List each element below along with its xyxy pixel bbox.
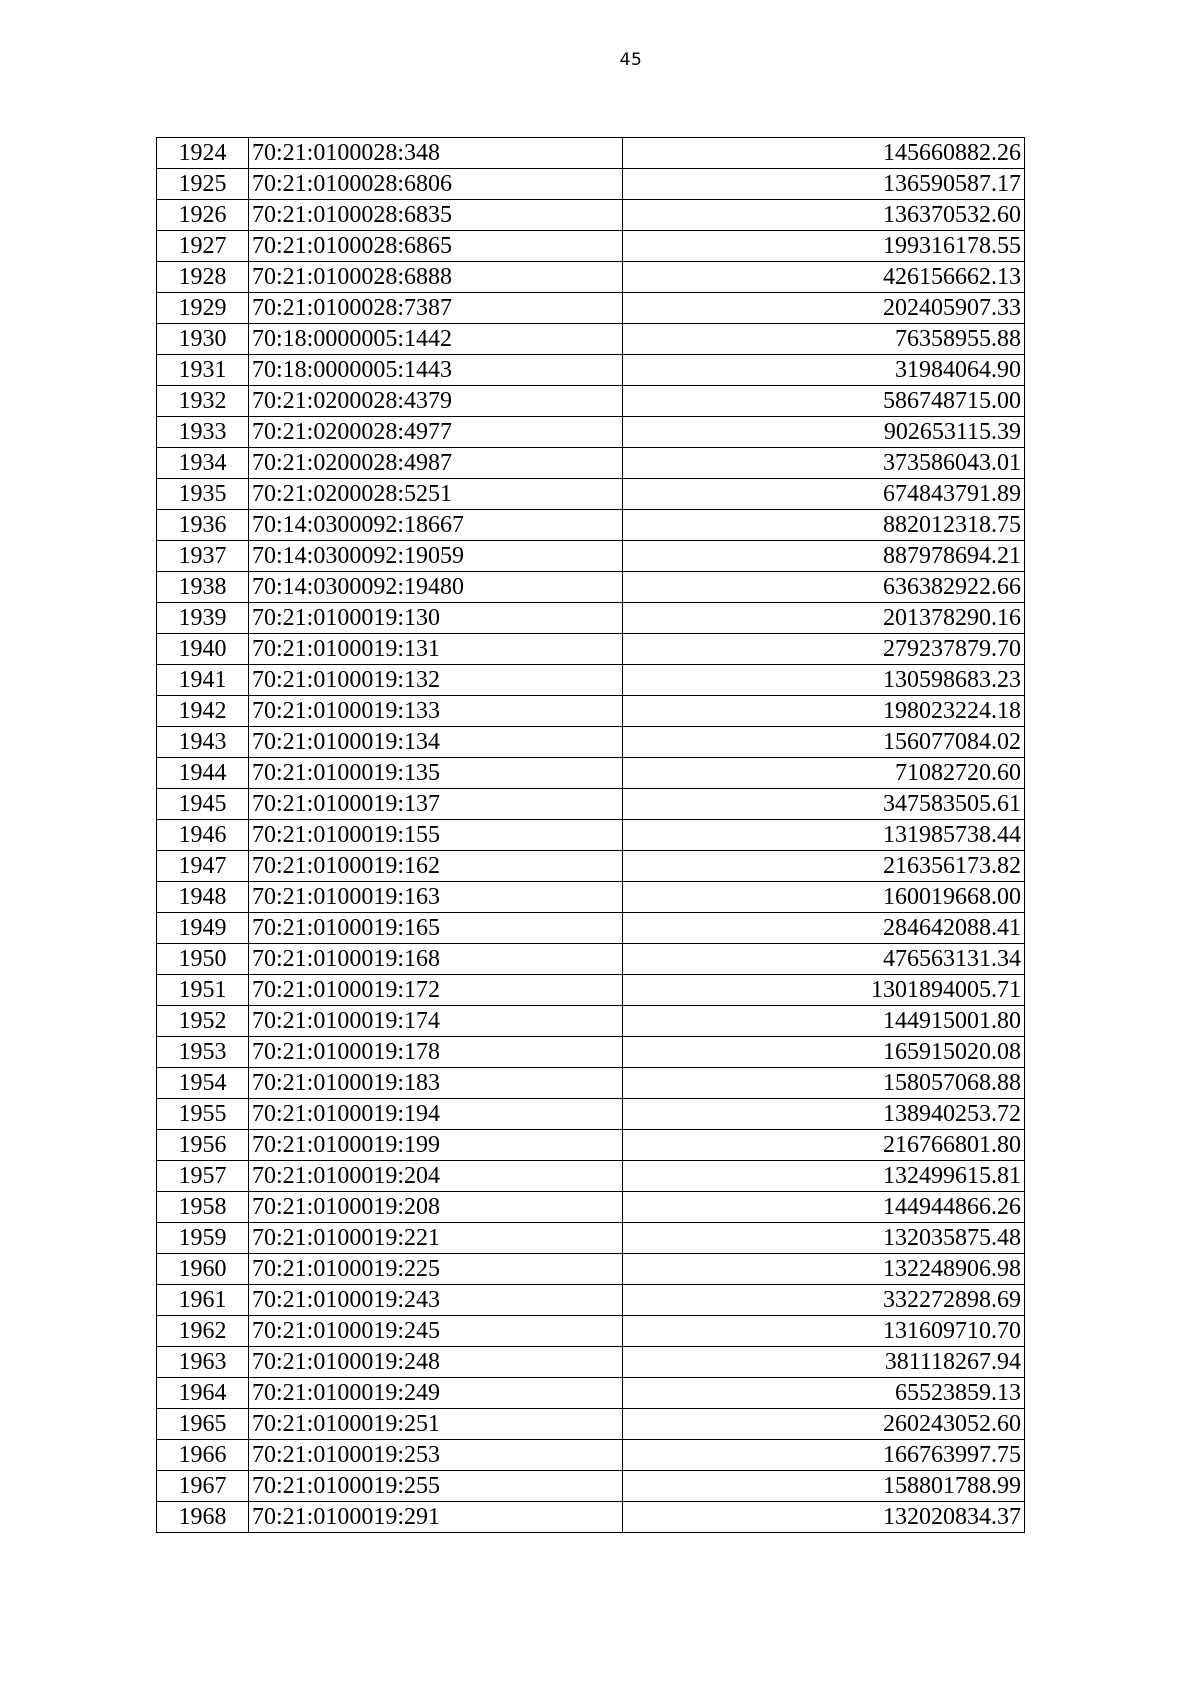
table-row — [157, 1130, 1025, 1161]
value-cell: 144915001.80 — [623, 1006, 1025, 1037]
cadastral-number-cell: 70:21:0100019:165 — [249, 913, 623, 944]
cadastral-number-cell: 70:21:0100019:208 — [249, 1192, 623, 1223]
registry-table — [156, 137, 1025, 1533]
row-number-cell: 1933 — [157, 417, 249, 448]
cadastral-number-cell: 70:21:0100019:245 — [249, 1316, 623, 1347]
value-cell: 132035875.48 — [623, 1223, 1025, 1254]
value-cell: 144944866.26 — [623, 1192, 1025, 1223]
row-number-cell: 1944 — [157, 758, 249, 789]
cadastral-number-cell: 70:21:0100019:253 — [249, 1440, 623, 1471]
cadastral-number-cell: 70:21:0100019:251 — [249, 1409, 623, 1440]
row-number-cell: 1936 — [157, 510, 249, 541]
value-cell: 198023224.18 — [623, 696, 1025, 727]
cadastral-number-cell: 70:21:0100019:133 — [249, 696, 623, 727]
value-cell: 373586043.01 — [623, 448, 1025, 479]
value-cell: 199316178.55 — [623, 231, 1025, 262]
value-cell: 130598683.23 — [623, 665, 1025, 696]
cadastral-number-cell: 70:21:0100019:204 — [249, 1161, 623, 1192]
value-cell: 65523859.13 — [623, 1378, 1025, 1409]
value-cell: 132020834.37 — [623, 1502, 1025, 1533]
value-cell: 201378290.16 — [623, 603, 1025, 634]
cadastral-number-cell: 70:18:0000005:1443 — [249, 355, 623, 386]
cadastral-number-cell: 70:21:0100019:255 — [249, 1471, 623, 1502]
row-number-cell: 1967 — [157, 1471, 249, 1502]
row-number-cell: 1932 — [157, 386, 249, 417]
value-cell: 260243052.60 — [623, 1409, 1025, 1440]
cadastral-number-cell: 70:14:0300092:19059 — [249, 541, 623, 572]
value-cell: 674843791.89 — [623, 479, 1025, 510]
table-row — [157, 138, 1025, 169]
row-number-cell: 1927 — [157, 231, 249, 262]
value-cell: 71082720.60 — [623, 758, 1025, 789]
table-row — [157, 1192, 1025, 1223]
cadastral-number-cell: 70:21:0100019:131 — [249, 634, 623, 665]
row-number-cell: 1960 — [157, 1254, 249, 1285]
row-number-cell: 1935 — [157, 479, 249, 510]
row-number-cell: 1950 — [157, 944, 249, 975]
value-cell: 31984064.90 — [623, 355, 1025, 386]
table-row — [157, 882, 1025, 913]
row-number-cell: 1949 — [157, 913, 249, 944]
table-row — [157, 293, 1025, 324]
value-cell: 158801788.99 — [623, 1471, 1025, 1502]
cadastral-number-cell: 70:21:0100019:291 — [249, 1502, 623, 1533]
cadastral-number-cell: 70:21:0100019:249 — [249, 1378, 623, 1409]
value-cell: 347583505.61 — [623, 789, 1025, 820]
row-number-cell: 1930 — [157, 324, 249, 355]
cadastral-number-cell: 70:21:0100019:162 — [249, 851, 623, 882]
cadastral-number-cell: 70:21:0100019:168 — [249, 944, 623, 975]
value-cell: 138940253.72 — [623, 1099, 1025, 1130]
row-number-cell: 1937 — [157, 541, 249, 572]
table-row — [157, 727, 1025, 758]
value-cell: 902653115.39 — [623, 417, 1025, 448]
table-row — [157, 479, 1025, 510]
row-number-cell: 1956 — [157, 1130, 249, 1161]
value-cell: 160019668.00 — [623, 882, 1025, 913]
cadastral-number-cell: 70:21:0100019:221 — [249, 1223, 623, 1254]
value-cell: 279237879.70 — [623, 634, 1025, 665]
value-cell: 476563131.34 — [623, 944, 1025, 975]
table-row — [157, 603, 1025, 634]
cadastral-number-cell: 70:21:0100019:137 — [249, 789, 623, 820]
cadastral-number-cell: 70:21:0100019:243 — [249, 1285, 623, 1316]
value-cell: 636382922.66 — [623, 572, 1025, 603]
value-cell: 131985738.44 — [623, 820, 1025, 851]
cadastral-number-cell: 70:21:0100019:248 — [249, 1347, 623, 1378]
row-number-cell: 1965 — [157, 1409, 249, 1440]
table-row — [157, 944, 1025, 975]
value-cell: 216356173.82 — [623, 851, 1025, 882]
value-cell: 882012318.75 — [623, 510, 1025, 541]
table-row — [157, 913, 1025, 944]
cadastral-number-cell: 70:21:0100028:6865 — [249, 231, 623, 262]
value-cell: 136590587.17 — [623, 169, 1025, 200]
table-row — [157, 1285, 1025, 1316]
table-row — [157, 696, 1025, 727]
table-row — [157, 1502, 1025, 1533]
row-number-cell: 1968 — [157, 1502, 249, 1533]
value-cell: 136370532.60 — [623, 200, 1025, 231]
table-row — [157, 262, 1025, 293]
value-cell: 887978694.21 — [623, 541, 1025, 572]
row-number-cell: 1955 — [157, 1099, 249, 1130]
row-number-cell: 1966 — [157, 1440, 249, 1471]
table-row — [157, 1316, 1025, 1347]
value-cell: 426156662.13 — [623, 262, 1025, 293]
row-number-cell: 1962 — [157, 1316, 249, 1347]
row-number-cell: 1931 — [157, 355, 249, 386]
value-cell: 216766801.80 — [623, 1130, 1025, 1161]
table-row — [157, 789, 1025, 820]
row-number-cell: 1940 — [157, 634, 249, 665]
value-cell: 1301894005.71 — [623, 975, 1025, 1006]
table-row — [157, 1161, 1025, 1192]
table-row — [157, 231, 1025, 262]
cadastral-number-cell: 70:21:0100019:172 — [249, 975, 623, 1006]
value-cell: 586748715.00 — [623, 386, 1025, 417]
cadastral-number-cell: 70:21:0100028:7387 — [249, 293, 623, 324]
table-row — [157, 386, 1025, 417]
value-cell: 158057068.88 — [623, 1068, 1025, 1099]
table-row — [157, 634, 1025, 665]
cadastral-number-cell: 70:14:0300092:18667 — [249, 510, 623, 541]
cadastral-number-cell: 70:21:0100019:183 — [249, 1068, 623, 1099]
table-row — [157, 1099, 1025, 1130]
value-cell: 132499615.81 — [623, 1161, 1025, 1192]
row-number-cell: 1951 — [157, 975, 249, 1006]
cadastral-number-cell: 70:21:0200028:5251 — [249, 479, 623, 510]
table-row — [157, 665, 1025, 696]
cadastral-number-cell: 70:21:0100019:178 — [249, 1037, 623, 1068]
cadastral-number-cell: 70:21:0100019:163 — [249, 882, 623, 913]
row-number-cell: 1948 — [157, 882, 249, 913]
value-cell: 332272898.69 — [623, 1285, 1025, 1316]
row-number-cell: 1943 — [157, 727, 249, 758]
table-row — [157, 975, 1025, 1006]
row-number-cell: 1959 — [157, 1223, 249, 1254]
registry-table-body — [157, 138, 1025, 1533]
cadastral-number-cell: 70:18:0000005:1442 — [249, 324, 623, 355]
row-number-cell: 1939 — [157, 603, 249, 634]
row-number-cell: 1964 — [157, 1378, 249, 1409]
value-cell: 145660882.26 — [623, 138, 1025, 169]
table-row — [157, 169, 1025, 200]
cadastral-number-cell: 70:21:0100019:174 — [249, 1006, 623, 1037]
table-row — [157, 1378, 1025, 1409]
row-number-cell: 1941 — [157, 665, 249, 696]
table-row — [157, 820, 1025, 851]
value-cell: 381118267.94 — [623, 1347, 1025, 1378]
table-row — [157, 200, 1025, 231]
table-row — [157, 1037, 1025, 1068]
table-row — [157, 572, 1025, 603]
value-cell: 202405907.33 — [623, 293, 1025, 324]
row-number-cell: 1953 — [157, 1037, 249, 1068]
table-row — [157, 1223, 1025, 1254]
row-number-cell: 1938 — [157, 572, 249, 603]
table-row — [157, 448, 1025, 479]
row-number-cell: 1928 — [157, 262, 249, 293]
row-number-cell: 1945 — [157, 789, 249, 820]
table-row — [157, 510, 1025, 541]
cadastral-number-cell: 70:21:0200028:4987 — [249, 448, 623, 479]
table-row — [157, 1254, 1025, 1285]
table-row — [157, 1347, 1025, 1378]
value-cell: 131609710.70 — [623, 1316, 1025, 1347]
row-number-cell: 1924 — [157, 138, 249, 169]
cadastral-number-cell: 70:21:0200028:4379 — [249, 386, 623, 417]
cadastral-number-cell: 70:21:0100028:6888 — [249, 262, 623, 293]
table-row — [157, 1440, 1025, 1471]
cadastral-number-cell: 70:21:0100028:6806 — [249, 169, 623, 200]
row-number-cell: 1958 — [157, 1192, 249, 1223]
table-row — [157, 1068, 1025, 1099]
cadastral-number-cell: 70:21:0100019:199 — [249, 1130, 623, 1161]
table-row — [157, 417, 1025, 448]
value-cell: 284642088.41 — [623, 913, 1025, 944]
row-number-cell: 1954 — [157, 1068, 249, 1099]
value-cell: 156077084.02 — [623, 727, 1025, 758]
cadastral-number-cell: 70:21:0100019:194 — [249, 1099, 623, 1130]
cadastral-number-cell: 70:21:0100019:134 — [249, 727, 623, 758]
table-row — [157, 1409, 1025, 1440]
cadastral-number-cell: 70:21:0200028:4977 — [249, 417, 623, 448]
table-row — [157, 1006, 1025, 1037]
row-number-cell: 1946 — [157, 820, 249, 851]
row-number-cell: 1952 — [157, 1006, 249, 1037]
table-row — [157, 1471, 1025, 1502]
row-number-cell: 1942 — [157, 696, 249, 727]
cadastral-number-cell: 70:14:0300092:19480 — [249, 572, 623, 603]
row-number-cell: 1925 — [157, 169, 249, 200]
table-row — [157, 758, 1025, 789]
row-number-cell: 1926 — [157, 200, 249, 231]
table-row — [157, 355, 1025, 386]
cadastral-number-cell: 70:21:0100019:132 — [249, 665, 623, 696]
cadastral-number-cell: 70:21:0100028:6835 — [249, 200, 623, 231]
cadastral-number-cell: 70:21:0100019:155 — [249, 820, 623, 851]
cadastral-number-cell: 70:21:0100019:135 — [249, 758, 623, 789]
row-number-cell: 1947 — [157, 851, 249, 882]
table-row — [157, 324, 1025, 355]
value-cell: 165915020.08 — [623, 1037, 1025, 1068]
table-row — [157, 851, 1025, 882]
cadastral-number-cell: 70:21:0100019:225 — [249, 1254, 623, 1285]
row-number-cell: 1961 — [157, 1285, 249, 1316]
value-cell: 166763997.75 — [623, 1440, 1025, 1471]
row-number-cell: 1934 — [157, 448, 249, 479]
row-number-cell: 1957 — [157, 1161, 249, 1192]
row-number-cell: 1963 — [157, 1347, 249, 1378]
cadastral-number-cell: 70:21:0100028:348 — [249, 138, 623, 169]
value-cell: 76358955.88 — [623, 324, 1025, 355]
value-cell: 132248906.98 — [623, 1254, 1025, 1285]
row-number-cell: 1929 — [157, 293, 249, 324]
cadastral-number-cell: 70:21:0100019:130 — [249, 603, 623, 634]
page-number: 45 — [619, 50, 643, 70]
table-row — [157, 541, 1025, 572]
